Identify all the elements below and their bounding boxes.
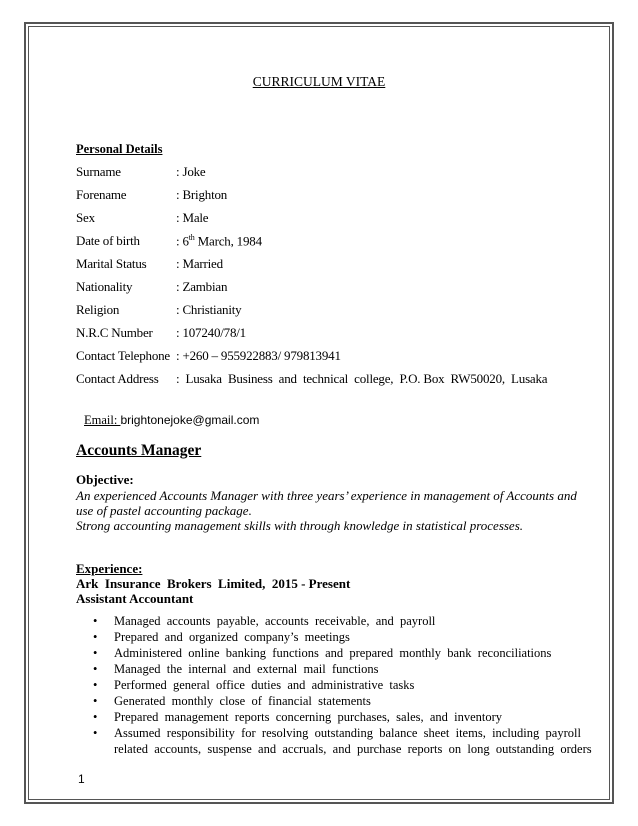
objective-line: Strong accounting management skills with through knowledge in statistical processes.	[76, 518, 524, 533]
objective-line: An experienced Accounts Manager with three years’ experience in management of Accounts and	[76, 488, 577, 503]
objective-line: use of pastel accounting package.	[76, 503, 252, 518]
duty-text: Prepared management reports concerning purchases, sales, and inventory	[114, 710, 503, 724]
duty-text: Assumed responsibility for resolving outstanding balance sheet items, including payroll related accounts, suspense and accruals, and purchase reports on long outstanding orders	[114, 726, 592, 756]
dob-rest: March, 1984	[194, 233, 262, 249]
list-item	[76, 693, 596, 709]
duty-text: Managed accounts payable, accounts receivable, and payroll	[114, 614, 436, 628]
duty-text: Prepared and organized company’s meetings	[114, 630, 350, 644]
surname-label: Surname	[76, 164, 121, 179]
religion-value: : Christianity	[176, 302, 242, 317]
personal-details-heading: Personal Details	[76, 142, 163, 156]
forename-label: Forename	[76, 187, 127, 202]
sex-label: Sex	[76, 210, 95, 225]
bullet-icon: •	[93, 678, 98, 692]
document-title: CURRICULUM VITAE	[252, 74, 386, 89]
forename-value: : Brighton	[176, 187, 228, 202]
company-line: Ark Insurance Brokers Limited, 2015 - Present	[76, 576, 351, 591]
list-item	[76, 661, 596, 677]
religion-label: Religion	[76, 302, 120, 317]
page-number: 1	[78, 772, 85, 786]
contact-address-label: Contact Address	[76, 371, 159, 386]
duty-text: Generated monthly close of financial statements	[114, 694, 371, 708]
contact-telephone-label: Contact Telephone	[76, 348, 171, 363]
dob-ordinal: th	[188, 233, 195, 242]
date-of-birth-label: Date of birth	[76, 233, 140, 248]
list-item	[76, 709, 596, 725]
position-line: Assistant Accountant	[76, 591, 194, 606]
email-label: Email:	[84, 413, 121, 427]
contact-address-value: : Lusaka Business and technical college, P.O. Box RW50020, Lusaka	[176, 371, 548, 386]
bullet-icon: •	[93, 614, 98, 628]
nrc-number-value: : 107240/78/1	[176, 325, 246, 340]
surname-value: : Joke	[176, 164, 206, 179]
bullet-icon: •	[93, 694, 98, 708]
nationality-label: Nationality	[76, 279, 133, 294]
sex-value: : Male	[176, 210, 209, 225]
marital-status-label: Marital Status	[76, 256, 147, 271]
contact-telephone-value: : +260 – 955922883/ 979813941	[176, 348, 341, 363]
list-item	[76, 613, 596, 629]
duty-text: Managed the internal and external mail functions	[114, 662, 379, 676]
list-item	[76, 629, 596, 645]
email-row	[84, 413, 259, 428]
list-item	[76, 725, 596, 757]
job-title-heading: Accounts Manager	[76, 442, 202, 459]
email-link[interactable]: brightonejoke@gmail.com	[120, 413, 260, 427]
duties-list	[76, 613, 596, 757]
experience-heading: Experience:	[76, 561, 143, 576]
marital-status-value: : Married	[176, 256, 223, 271]
objective-heading: Objective:	[76, 472, 134, 487]
date-of-birth-value	[176, 233, 262, 249]
bullet-icon: •	[93, 646, 98, 660]
bullet-icon: •	[93, 630, 98, 644]
bullet-icon: •	[93, 662, 98, 676]
dob-day: : 6	[176, 233, 189, 249]
list-item	[76, 645, 596, 661]
list-item	[76, 677, 596, 693]
duty-text: Performed general office duties and administrative tasks	[114, 678, 415, 692]
nrc-number-label: N.R.C Number	[76, 325, 153, 340]
bullet-icon: •	[93, 710, 98, 724]
duty-text: Administered online banking functions and prepared monthly bank reconciliations	[114, 646, 552, 660]
bullet-icon: •	[93, 726, 98, 740]
nationality-value: : Zambian	[176, 279, 228, 294]
